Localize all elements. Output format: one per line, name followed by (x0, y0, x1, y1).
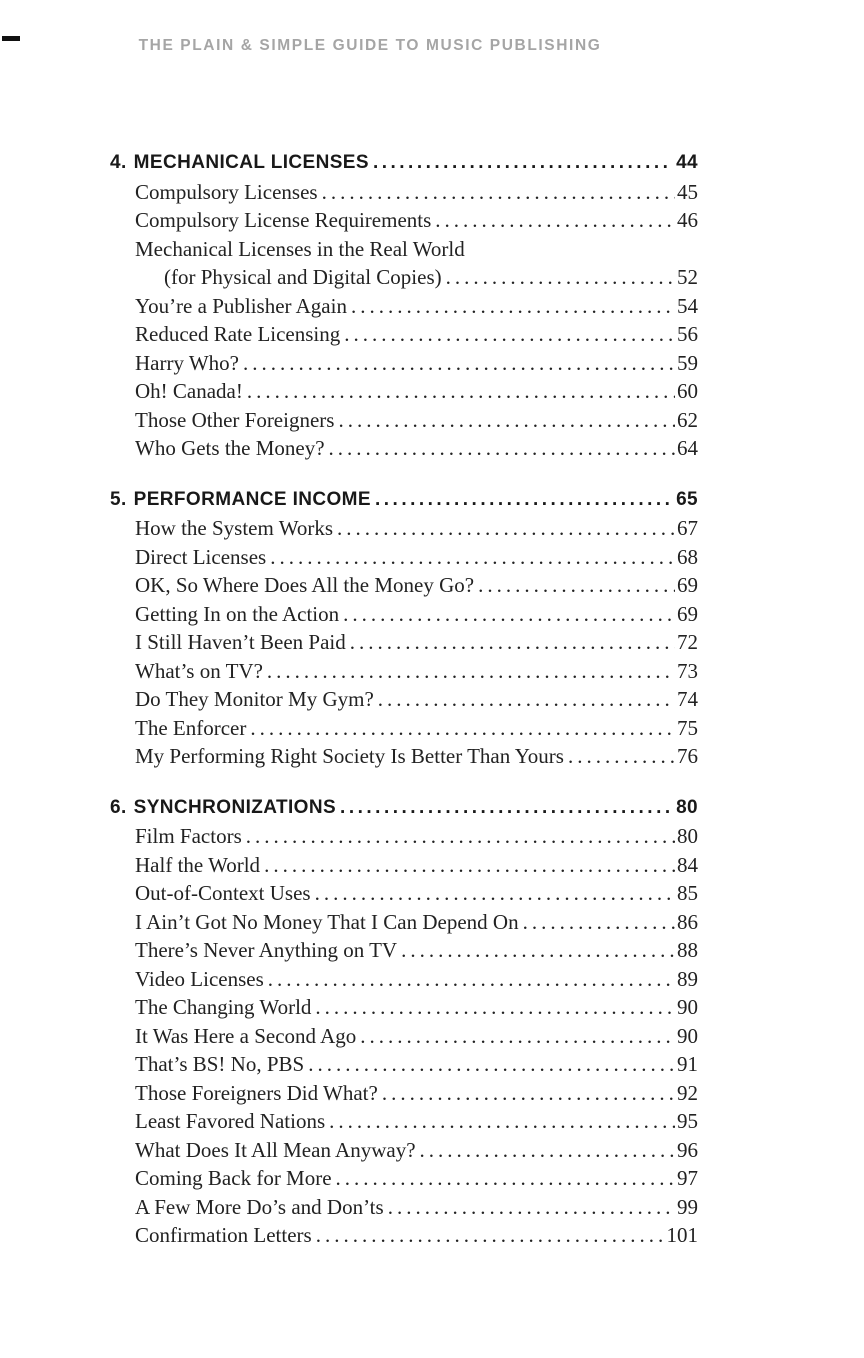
entry-label: Film Factors (135, 824, 242, 848)
toc-entry (110, 685, 698, 714)
entry-label: Out-of-Context Uses (135, 881, 311, 905)
entry-label: Compulsory License Requirements (135, 208, 432, 232)
entry-page-number: 101 (666, 1223, 698, 1247)
entry-page-number: 84 (677, 852, 698, 877)
toc-entry (110, 434, 698, 463)
toc-entry (110, 206, 698, 235)
dot-leader (308, 1050, 675, 1079)
entry-page-number: 76 (677, 744, 698, 768)
dot-leader (322, 178, 675, 207)
toc-entry (110, 320, 698, 349)
entry-label: Who Gets the Money? (135, 436, 325, 460)
dot-leader (435, 206, 675, 235)
entry-page-number: 95 (677, 1109, 698, 1133)
entry-page-number: 86 (677, 909, 698, 934)
entry-label: Those Other Foreigners (135, 407, 335, 432)
dot-leader (329, 1107, 675, 1136)
dot-leader (446, 263, 675, 292)
entry-page-number: 52 (677, 265, 698, 289)
toc-entry (110, 514, 698, 543)
toc-entry (110, 742, 698, 771)
chapter-heading (110, 794, 698, 823)
toc-entry (110, 822, 698, 851)
toc-entry (110, 292, 698, 321)
toc-entry (110, 600, 698, 629)
entry-page-number: 80 (677, 824, 698, 848)
toc-entry (110, 377, 698, 406)
entry-page-number: 60 (677, 379, 698, 403)
entry-page-number: 67 (677, 516, 698, 540)
dot-leader (344, 320, 675, 349)
entry-page-number: 74 (677, 687, 698, 711)
toc-entry (110, 1022, 698, 1051)
entry-page-number: 62 (677, 407, 698, 432)
entry-page-number: 91 (677, 1052, 698, 1076)
chapter-title: PERFORMANCE INCOME (133, 488, 371, 510)
chapter-page-number: 44 (676, 152, 698, 173)
dot-leader (340, 794, 671, 823)
dot-leader (250, 714, 675, 743)
toc-entry (110, 235, 698, 264)
dot-leader (478, 571, 675, 600)
entry-page-number: 45 (677, 179, 698, 204)
dot-leader (338, 406, 675, 435)
dot-leader (315, 879, 675, 908)
entry-page-number: 97 (677, 1166, 698, 1190)
dot-leader (267, 657, 675, 686)
entry-label: Direct Licenses (135, 544, 267, 569)
toc-entry (110, 936, 698, 965)
entry-label: OK, So Where Does All the Money Go? (135, 573, 475, 597)
book-page (0, 36, 864, 1358)
entry-page-number: 90 (677, 995, 698, 1019)
entry-label: Do They Monitor My Gym? (135, 687, 374, 711)
entry-page-number: 96 (677, 1137, 698, 1162)
entry-label: What’s on TV? (135, 658, 263, 683)
entry-label: (for Physical and Digital Copies) (164, 265, 442, 289)
dot-leader (329, 434, 675, 463)
entry-page-number: 89 (677, 966, 698, 991)
entry-label: I Ain’t Got No Money That I Can Depend On (135, 909, 519, 934)
toc-chapter (110, 149, 698, 463)
toc-chapter (110, 794, 698, 1250)
entry-page-number: 59 (677, 350, 698, 375)
entry-page-number: 85 (677, 881, 698, 905)
entry-page-number: 54 (677, 293, 698, 318)
chapter-heading (110, 486, 698, 515)
entry-label: It Was Here a Second Ago (135, 1023, 357, 1048)
dot-leader (360, 1022, 675, 1051)
entry-label: There’s Never Anything on TV (135, 938, 398, 962)
entry-page-number: 68 (677, 544, 698, 569)
entry-label: The Changing World (135, 995, 312, 1019)
entry-label: Half the World (135, 852, 261, 877)
entry-label: Least Favored Nations (135, 1109, 326, 1133)
dot-leader (247, 377, 675, 406)
entry-label: What Does It All Mean Anyway? (135, 1137, 416, 1162)
dot-leader (350, 628, 675, 657)
toc-entry (110, 908, 698, 937)
chapter-page-number: 80 (676, 796, 698, 818)
toc-entry (110, 879, 698, 908)
dot-leader (315, 993, 675, 1022)
entry-label: A Few More Do’s and Don’ts (135, 1194, 384, 1219)
toc-entry (110, 1164, 698, 1193)
entry-label: How the System Works (135, 516, 334, 540)
toc-entry (110, 349, 698, 378)
dot-leader (264, 851, 675, 880)
chapter-number: 5. (110, 488, 127, 510)
toc-entry (110, 178, 698, 207)
toc-entry (110, 714, 698, 743)
dot-leader (246, 822, 675, 851)
entry-label: Video Licenses (135, 966, 264, 991)
toc-entry (110, 965, 698, 994)
entry-page-number: 99 (677, 1194, 698, 1219)
toc-entry (110, 1050, 698, 1079)
entry-label: Coming Back for More (135, 1166, 332, 1190)
dot-leader (337, 514, 675, 543)
dot-leader (375, 486, 671, 515)
toc-entry (110, 1136, 698, 1165)
toc-entry (110, 543, 698, 572)
chapter-title: MECHANICAL LICENSES (133, 152, 369, 173)
entry-page-number: 75 (677, 715, 698, 740)
toc-entry-continuation (110, 263, 698, 292)
dot-leader (401, 936, 675, 965)
toc-chapter (110, 486, 698, 771)
entry-page-number: 72 (677, 630, 698, 654)
table-of-contents (110, 149, 698, 1250)
dot-leader (378, 685, 675, 714)
entry-label: You’re a Publisher Again (135, 293, 347, 318)
dot-leader (270, 543, 675, 572)
entry-page-number: 73 (677, 658, 698, 683)
entry-label: I Still Haven’t Been Paid (135, 630, 346, 654)
entry-label: Reduced Rate Licensing (135, 322, 341, 346)
toc-entry (110, 657, 698, 686)
dot-leader (343, 600, 675, 629)
toc-entry (110, 993, 698, 1022)
dot-leader (336, 1164, 675, 1193)
toc-entry (110, 406, 698, 435)
chapter-number: 4. (110, 152, 127, 173)
toc-entry (110, 1221, 698, 1250)
entry-page-number: 69 (677, 573, 698, 597)
entry-page-number: 69 (677, 601, 698, 626)
chapter-page-number: 65 (676, 488, 698, 510)
entry-page-number: 46 (677, 208, 698, 232)
entry-label: Harry Who? (135, 350, 239, 375)
dot-leader (316, 1221, 665, 1250)
entry-page-number: 90 (677, 1023, 698, 1048)
dot-leader (388, 1193, 675, 1222)
dot-leader (382, 1079, 675, 1108)
toc-entry (110, 571, 698, 600)
toc-entry (110, 851, 698, 880)
entry-page-number: 88 (677, 938, 698, 962)
entry-page-number: 56 (677, 322, 698, 346)
entry-page-number: 64 (677, 436, 698, 460)
entry-label: The Enforcer (135, 715, 247, 740)
entry-label: That’s BS! No, PBS (135, 1052, 305, 1076)
entry-label: My Performing Right Society Is Better Than Yours (135, 744, 564, 768)
dot-leader (268, 965, 675, 994)
entry-label: Getting In on the Action (135, 601, 340, 626)
dot-leader (420, 1136, 675, 1165)
scan-artifact-mark (2, 36, 20, 41)
entry-label: Compulsory Licenses (135, 179, 318, 204)
chapter-title: SYNCHRONIZATIONS (133, 796, 337, 818)
toc-entry (110, 628, 698, 657)
dot-leader (351, 292, 675, 321)
toc-entry (110, 1107, 698, 1136)
dot-leader (373, 149, 671, 178)
chapter-heading (110, 149, 698, 178)
dot-leader (523, 908, 675, 937)
dot-leader (568, 742, 675, 771)
entry-label: Those Foreigners Did What? (135, 1080, 378, 1105)
toc-entry (110, 1079, 698, 1108)
toc-entry (110, 1193, 698, 1222)
running-header: THE PLAIN & SIMPLE GUIDE TO MUSIC PUBLISHING (138, 37, 602, 54)
chapter-number: 6. (110, 796, 127, 818)
entry-label: Mechanical Licenses in the Real World (135, 236, 465, 261)
entry-page-number: 92 (677, 1080, 698, 1105)
entry-label: Confirmation Letters (135, 1223, 312, 1247)
dot-leader (243, 349, 675, 378)
entry-label: Oh! Canada! (135, 379, 243, 403)
